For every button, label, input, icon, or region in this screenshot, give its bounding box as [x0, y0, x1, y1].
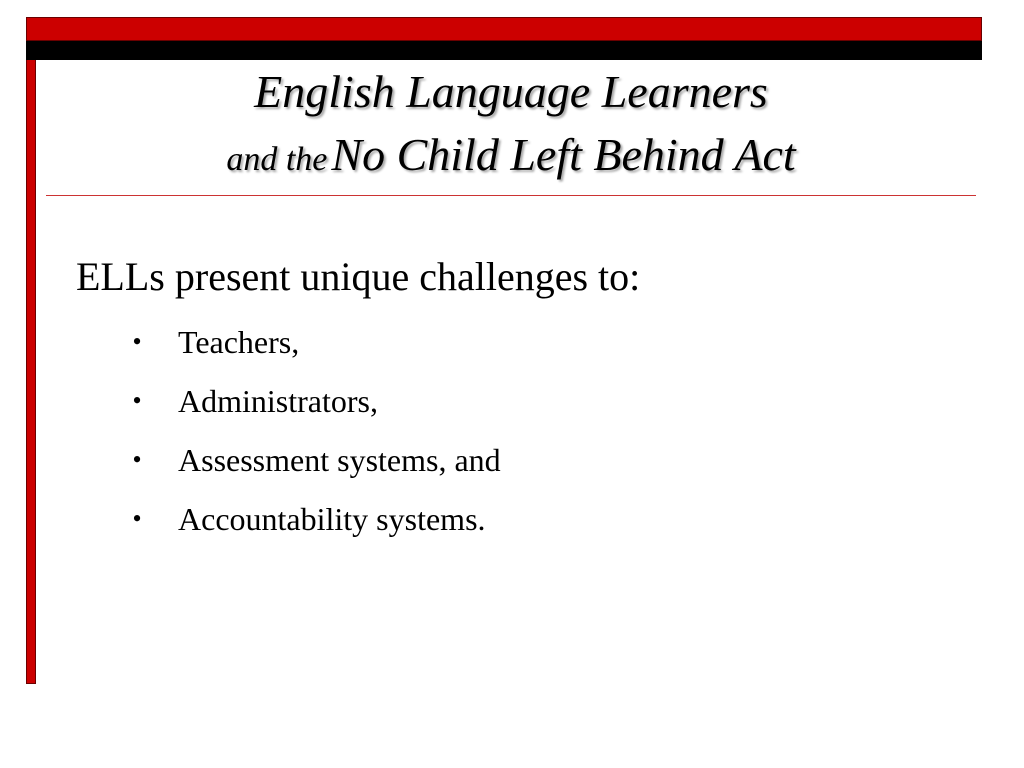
top-red-accent-bar [26, 17, 982, 41]
bullet-marker-icon: • [132, 327, 142, 356]
bullet-text: Assessment systems, and [178, 442, 501, 478]
left-red-accent-bar [26, 60, 36, 684]
body-heading: ELLs present unique challenges to: [76, 254, 641, 299]
bullet-marker-icon: • [132, 445, 142, 474]
title-line-2 [46, 122, 976, 199]
title-divider [46, 195, 976, 196]
bullet-marker-icon: • [132, 386, 142, 415]
title-line-2-prefix: and the [226, 141, 328, 178]
slide-title [46, 62, 976, 199]
title-line-2-main: No Child Left Behind Act [331, 129, 796, 180]
bullet-marker-icon: • [132, 504, 142, 533]
bullet-text: Teachers, [178, 324, 300, 360]
title-line-1: English Language Learners [254, 66, 768, 117]
bullet-text: Accountability systems. [178, 501, 486, 537]
bullet-text: Administrators, [178, 383, 378, 419]
top-black-accent-bar [26, 41, 982, 60]
